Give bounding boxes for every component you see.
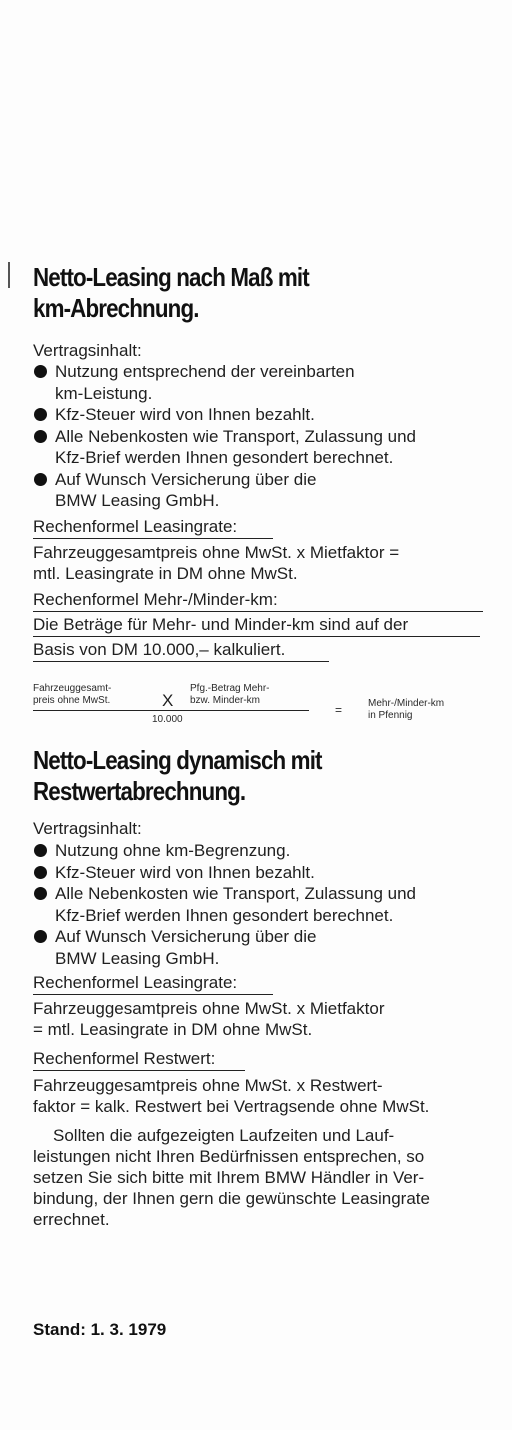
fraction-bar xyxy=(33,710,309,711)
bullet-line: Alle Nebenkosten wie Transport, Zulassung und xyxy=(55,884,416,903)
bullet-line: Kfz-Steuer wird von Ihnen bezahlt. xyxy=(55,405,315,424)
underline xyxy=(33,661,329,662)
fraction-line: preis ohne MwSt. xyxy=(33,695,111,706)
list-item xyxy=(33,404,416,426)
bullet-line: Kfz-Brief werden Ihnen gesondert berechnet. xyxy=(55,905,394,925)
list-item xyxy=(33,883,416,926)
text-line: mtl. Leasingrate in DM ohne MwSt. xyxy=(33,564,298,583)
section1-bullet-list xyxy=(33,361,416,512)
section1-heading-line1: Netto-Leasing nach Maß mit xyxy=(33,262,309,292)
underline xyxy=(33,611,483,612)
bullet-line: Nutzung entsprechend der vereinbarten xyxy=(55,362,355,381)
text-line: Sollten die aufgezeigten Laufzeiten und Lauf- xyxy=(53,1126,395,1145)
bullet-line: km-Leistung. xyxy=(55,383,153,403)
list-item xyxy=(33,426,416,469)
section1-heading-line2: km-Abrechnung. xyxy=(33,293,199,323)
list-item xyxy=(33,840,416,862)
section1-heading xyxy=(33,262,309,324)
text-line: bindung, der Ihnen gern die gewünschte Leasingrate xyxy=(33,1189,430,1208)
fraction-line: bzw. Minder-km xyxy=(190,695,261,706)
text-line: errechnet. xyxy=(33,1210,110,1229)
text-line: faktor = kalk. Restwert bei Vertragsende ohne MwSt. xyxy=(33,1097,430,1116)
fraction-left-top xyxy=(33,683,111,707)
stand-date: Stand: 1. 3. 1979 xyxy=(33,1320,167,1339)
section2-bullet-list xyxy=(33,840,416,969)
text-line: Basis von DM 10.000,– kalkuliert. xyxy=(33,640,286,659)
fraction-line: Pfg.-Betrag Mehr- xyxy=(190,683,270,694)
underline xyxy=(33,636,480,637)
section1-formula-rate-text xyxy=(33,542,493,584)
bullet-line: Auf Wunsch Versicherung über die xyxy=(55,469,317,489)
text-line: setzen Sie sich bitte mit Ihrem BMW Händler in Ver- xyxy=(33,1168,425,1187)
section1-contract-label: Vertragsinhalt: xyxy=(33,341,142,360)
section2-heading-line1: Netto-Leasing dynamisch mit xyxy=(33,745,322,775)
text-line: leistungen nicht Ihren Bedürfnissen entsprechen, so xyxy=(33,1147,425,1166)
equals-sign: = xyxy=(335,703,343,717)
section2-closing-paragraph xyxy=(33,1125,493,1230)
times-sign: X xyxy=(162,691,174,710)
section1-formula-rate-heading: Rechenformel Leasingrate: xyxy=(33,517,238,536)
list-item xyxy=(33,469,416,512)
bullet-line: Auf Wunsch Versicherung über die xyxy=(55,927,317,946)
fraction-denominator: 10.000 xyxy=(152,714,183,725)
bullet-line: Kfz-Brief werden Ihnen gesondert berechnet. xyxy=(55,448,394,467)
text-line: Fahrzeuggesamtpreis ohne MwSt. x Mietfaktor = xyxy=(33,543,400,562)
bullet-line: BMW Leasing GmbH. xyxy=(55,948,220,968)
list-item xyxy=(33,926,416,969)
section2-heading xyxy=(33,745,322,807)
edge-mark xyxy=(8,262,10,288)
section2-formula-residual-heading: Rechenformel Restwert: xyxy=(33,1049,216,1068)
section2-formula-rate-text xyxy=(33,998,493,1040)
bullet-line: Alle Nebenkosten wie Transport, Zulassung und xyxy=(55,426,416,446)
fraction-line: in Pfennig xyxy=(368,710,413,721)
fraction-line: Mehr-/Minder-km xyxy=(368,698,445,709)
bullet-line: BMW Leasing GmbH. xyxy=(55,491,220,510)
section2-contract-label: Vertragsinhalt: xyxy=(33,819,142,838)
underline xyxy=(33,1070,245,1071)
fraction-line: Fahrzeuggesamt- xyxy=(33,683,112,694)
section1-formula-km-text-2 xyxy=(33,639,493,660)
list-item xyxy=(33,361,416,404)
text-line: Die Beträge für Mehr- und Minder-km sind auf der xyxy=(33,615,409,634)
section1-formula-km-heading: Rechenformel Mehr-/Minder-km: xyxy=(33,590,278,609)
list-item xyxy=(33,862,416,884)
text-line: = mtl. Leasingrate in DM ohne MwSt. xyxy=(33,1020,313,1039)
underline xyxy=(33,538,273,539)
text-line: Fahrzeuggesamtpreis ohne MwSt. x Restwert- xyxy=(33,1076,383,1095)
bullet-line: Kfz-Steuer wird von Ihnen bezahlt. xyxy=(55,862,315,882)
section1-formula-km-text xyxy=(33,614,493,635)
section2-formula-residual-text xyxy=(33,1075,493,1117)
section2-formula-rate-heading: Rechenformel Leasingrate: xyxy=(33,973,238,992)
underline xyxy=(33,994,273,995)
section2-heading-line2: Restwertabrechnung. xyxy=(33,776,246,806)
fraction-result xyxy=(368,698,444,722)
bullet-line: Nutzung ohne km-Begrenzung. xyxy=(55,841,291,860)
fraction-right-top xyxy=(190,683,269,707)
text-line: Fahrzeuggesamtpreis ohne MwSt. x Mietfaktor xyxy=(33,999,385,1018)
